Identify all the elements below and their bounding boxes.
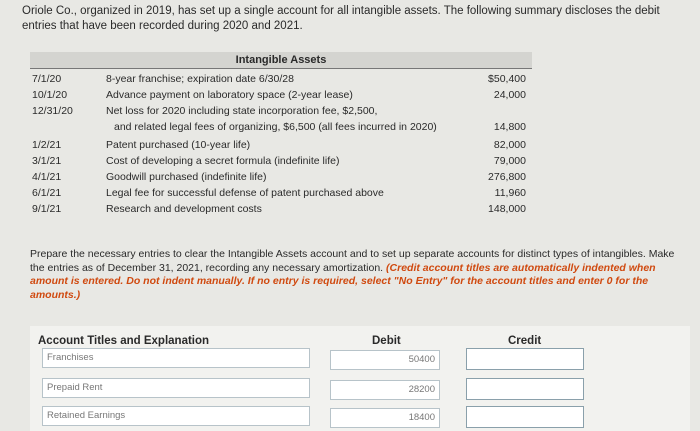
row-amount: 276,800 [488, 171, 526, 183]
table-row [30, 170, 532, 185]
row-amount: 79,000 [493, 155, 526, 167]
account-title-input[interactable]: Franchises [42, 348, 310, 368]
row-amount: 11,960 [494, 187, 526, 199]
row-description: 8-year franchise; expiration date 6/30/28 [106, 73, 294, 85]
credit-header: Credit [508, 335, 542, 347]
row-date: 9/1/21 [32, 203, 62, 215]
account-titles-header: Account Titles and Explanation [38, 335, 210, 347]
row-amount: 14,800 [493, 121, 526, 133]
row-date: 1/2/21 [32, 139, 62, 151]
table-row [30, 138, 532, 153]
row-date: 4/1/21 [32, 171, 62, 183]
row-description: Patent purchased (10-year life) [106, 139, 251, 151]
intangible-assets-title: Intangible Assets [30, 52, 532, 69]
table-row [30, 72, 532, 87]
row-date: 6/1/21 [32, 187, 62, 199]
table-row [30, 88, 532, 103]
table-row [30, 186, 532, 201]
row-description: Cost of developing a secret formula (indefinite life) [106, 155, 340, 167]
row-amount: 148,000 [488, 203, 526, 215]
account-title-input[interactable]: Retained Earnings [42, 406, 310, 426]
row-description: Net loss for 2020 including state incorporation fee, $2,500, [106, 105, 378, 117]
debit-input[interactable]: 50400 [330, 350, 440, 370]
debit-input[interactable]: 18400 [330, 408, 440, 428]
row-date: 10/1/20 [32, 89, 68, 101]
row-description: Research and development costs [106, 203, 262, 215]
row-date: 12/31/20 [32, 105, 73, 117]
row-date: 7/1/20 [32, 73, 62, 85]
account-title-input[interactable]: Prepaid Rent [42, 378, 310, 398]
problem-intro: Oriole Co., organized in 2019, has set up a single account for all intangible assets. The following summary discloses the debit entries that have been recorded during 2020 and 2021. [22, 5, 660, 32]
row-amount: 24,000 [493, 89, 526, 101]
row-description: Legal fee for successful defense of patent purchased above [106, 187, 384, 199]
row-description: Advance payment on laboratory space (2-year lease) [106, 89, 353, 101]
instructions [30, 248, 690, 302]
debit-input[interactable]: 28200 [330, 380, 440, 400]
row-description: and related legal fees of organizing, $6,500 (all fees incurred in 2020) [114, 121, 437, 133]
table-row [30, 104, 532, 119]
row-amount: 82,000 [493, 139, 526, 151]
row-amount: $50,400 [488, 73, 526, 85]
row-date: 3/1/21 [32, 155, 62, 167]
debit-header: Debit [372, 335, 401, 347]
credit-input[interactable] [466, 406, 584, 428]
instructions-text: Prepare the necessary entries to clear the Intangible Assets account and to set up separate accounts for distinct types of intangibles. Make the entries as of December 31, 2021, recording any necessary amortization. [30, 248, 675, 274]
credit-input[interactable] [466, 378, 584, 400]
table-row [30, 154, 532, 169]
row-description: Goodwill purchased (indefinite life) [106, 171, 267, 183]
table-row [30, 120, 532, 135]
instructions-note: (Credit account titles are automatically indented when amount is entered. Do not indent manually. If no entry is required, select "No Entry" for the account titles and enter 0 for the amounts.) [30, 261, 656, 301]
table-row [30, 202, 532, 217]
credit-input[interactable] [466, 348, 584, 370]
